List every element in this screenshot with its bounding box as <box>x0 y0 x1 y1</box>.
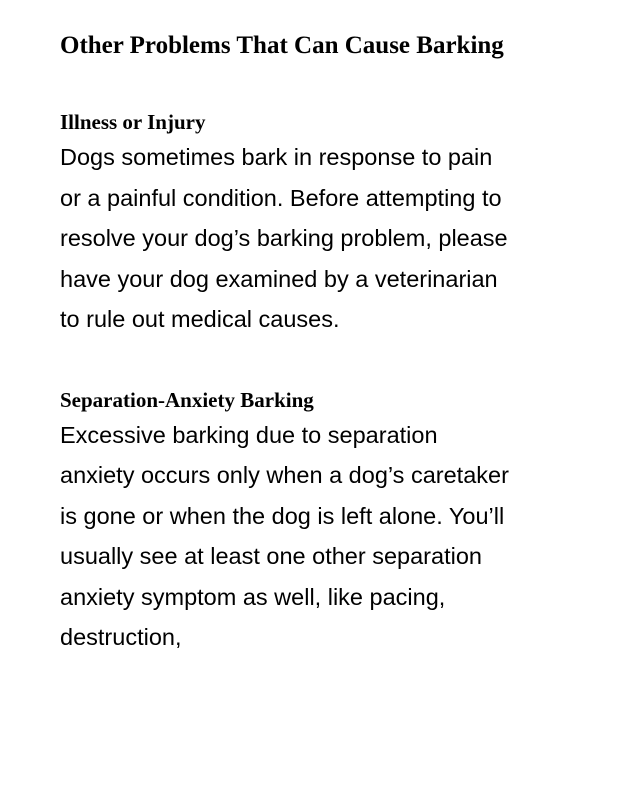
section-body: Dogs sometimes bark in response to pain or a painful condition. Before attempting to resolve your dog’s barking problem, please have your dog examined by a veterinarian to rule out medical causes. <box>60 144 508 332</box>
section-illness-or-injury <box>60 107 530 340</box>
section-body: Excessive barking due to separation anxiety occurs only when a dog’s caretaker is gone or when the dog is left alone. You’ll usually see at least one other separation anxiety symptom as well, like pacing, destruction, <box>60 421 509 650</box>
section-heading: Separation-Anxiety Barking <box>60 387 314 412</box>
section-separation-anxiety-barking <box>60 385 530 658</box>
section-heading: Illness or Injury <box>60 110 206 134</box>
page-title: Other Problems That Can Cause Barking <box>60 32 504 59</box>
document-page <box>60 27 530 658</box>
